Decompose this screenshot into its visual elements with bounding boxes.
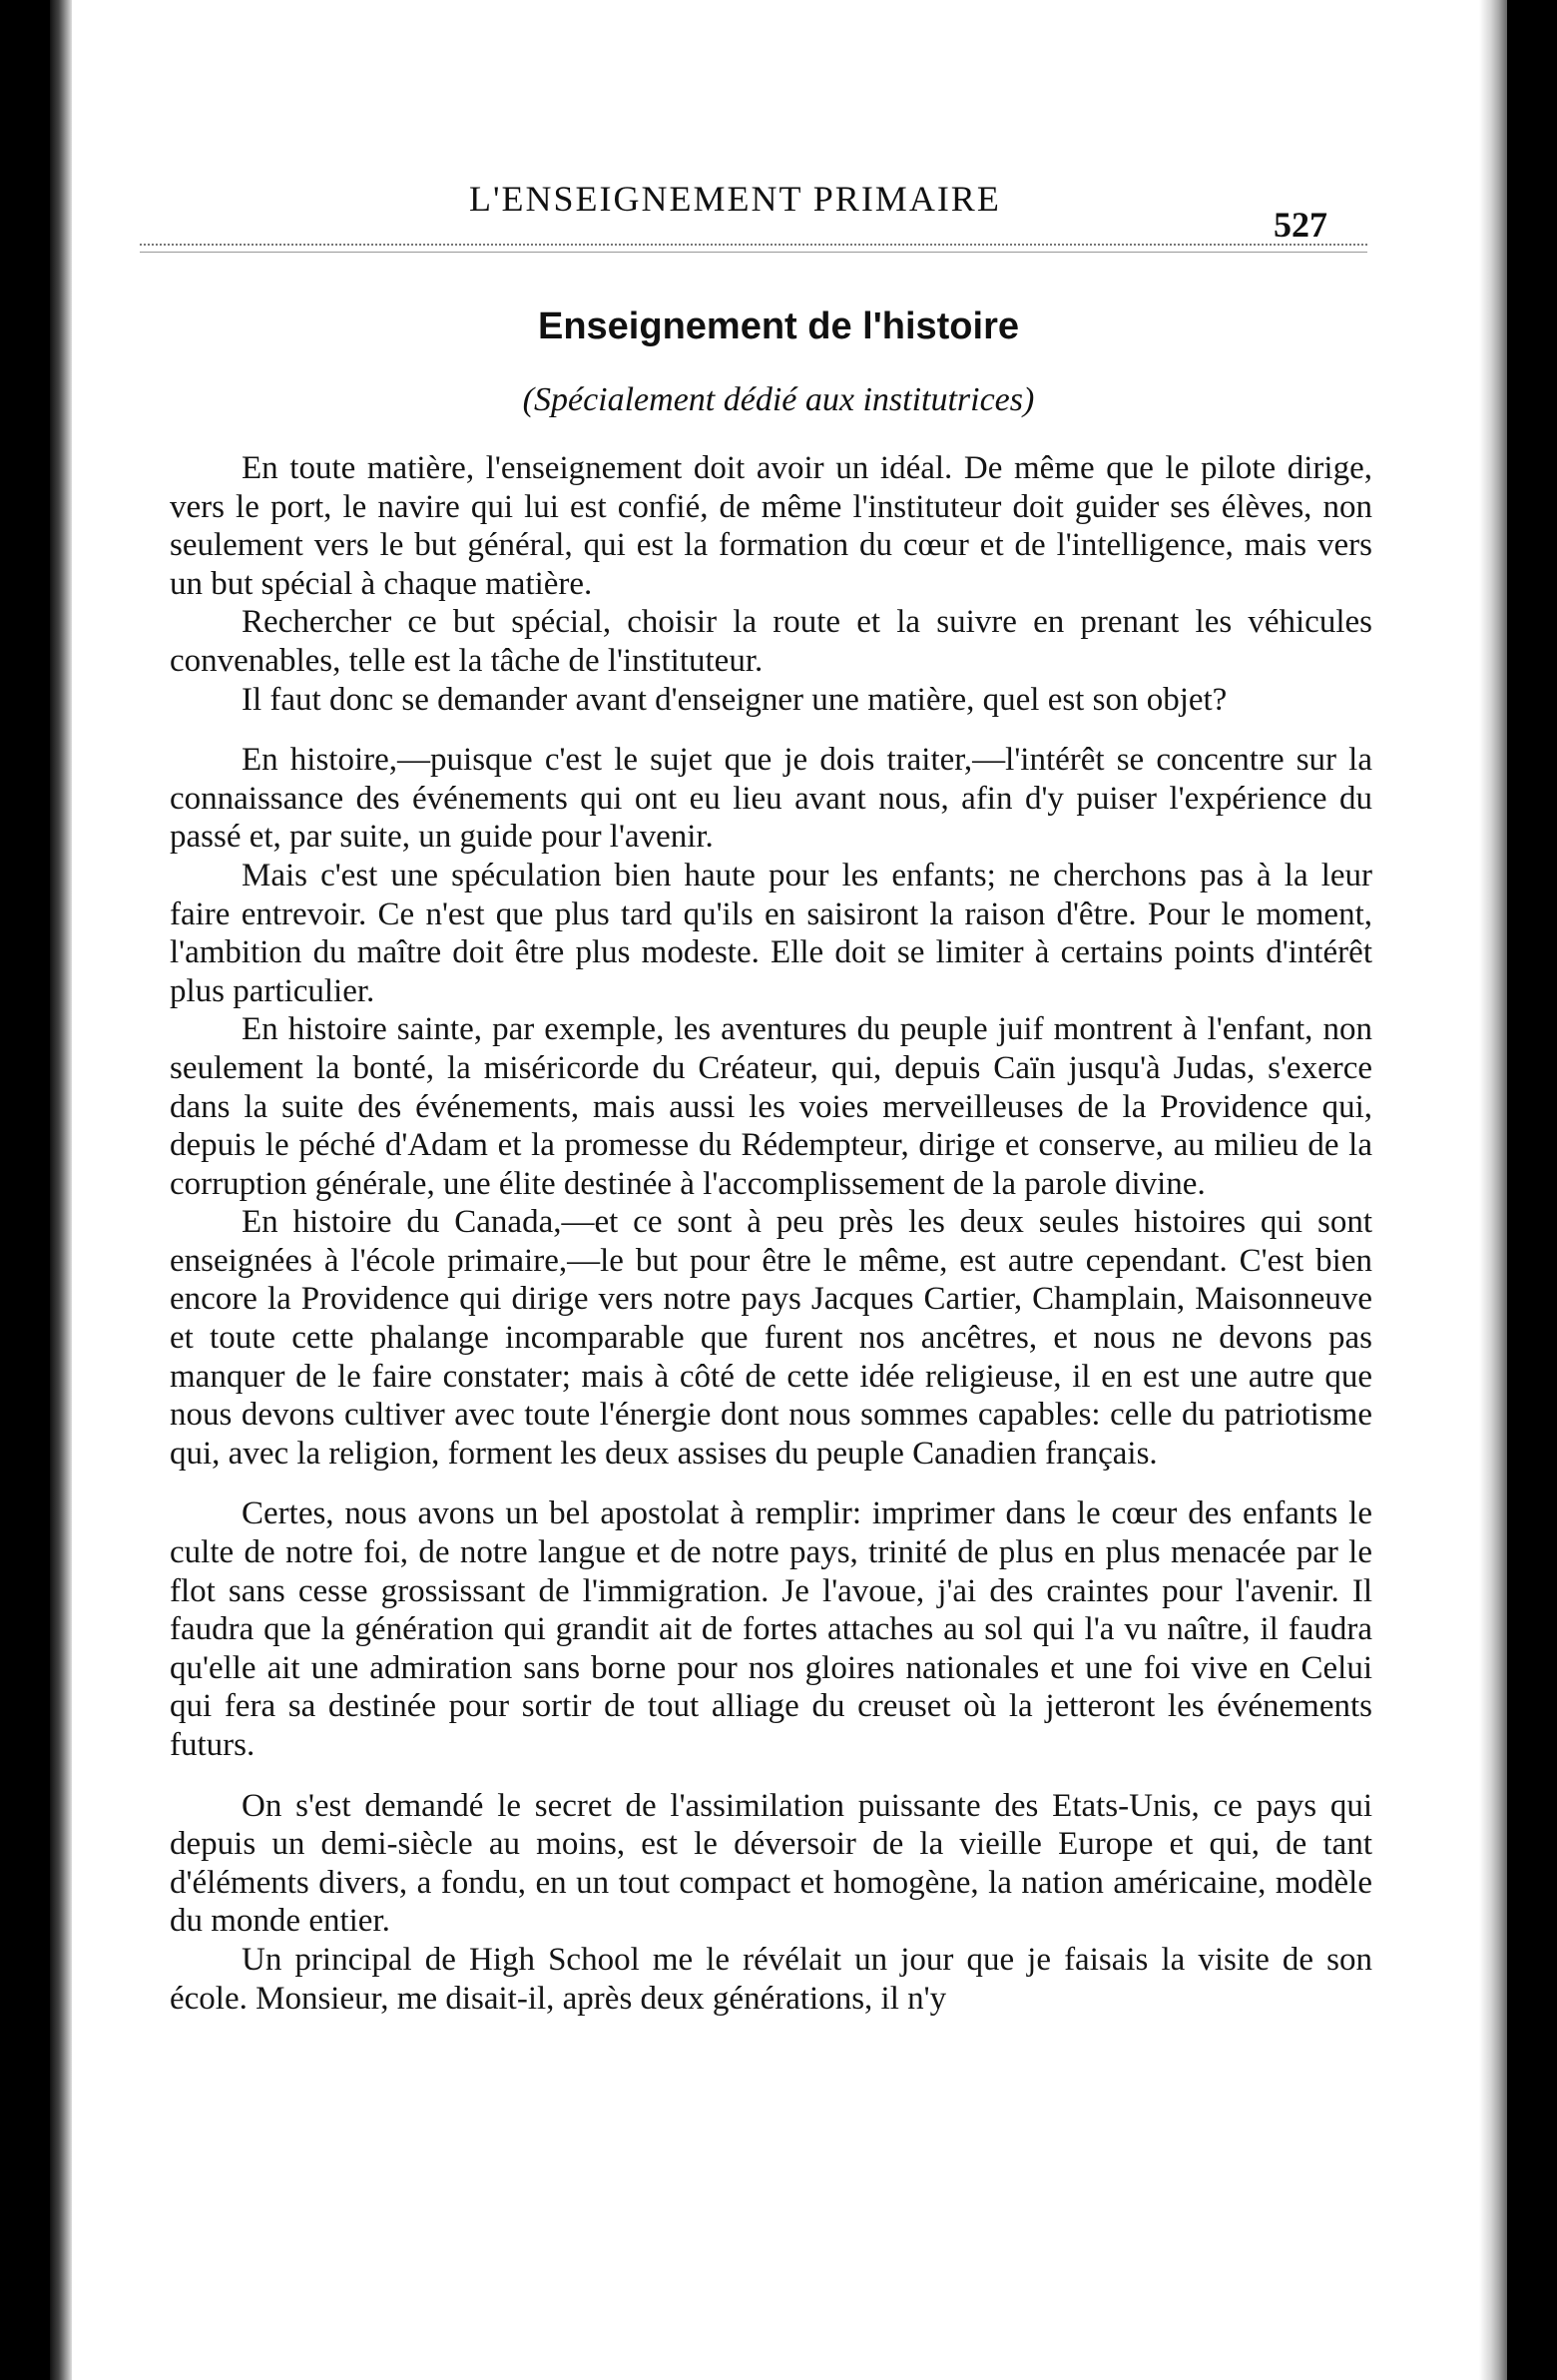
article-title: Enseignement de l'histoire	[537, 305, 1020, 347]
paragraph: Un principal de High School me le révélait un jour que je faisais la visite de son école. Monsieur, me disait-il, après deux générations, il n'y	[170, 1941, 1372, 2017]
article-subtitle: (Spécialement dédié aux institutrices)	[522, 381, 1035, 418]
paragraph: Il faut donc se demander avant d'enseigner une matière, quel est son objet?	[242, 681, 1228, 718]
paragraph: En toute matière, l'enseignement doit avoir un idéal. De même que le pilote dirige, vers le port, le navire qui lui est confié, de même l'instituteur doit guider ses élèves, non seulement vers le but général, qui est la formation du cœur et de l'intelligence, mais vers un but spécial à chaque matière.	[170, 450, 1372, 602]
page-edge-shadow	[1479, 0, 1507, 2380]
paragraph: En histoire du Canada,—et ce sont à peu près les deux seules histoires qui sont enseignées à l'école primaire,—le but pour être le même, est autre cependant. C'est bien encore la Providence qui dirige vers notre pays Jacques Cartier, Champlain, Maisonneuve et toute cette phalange incomparable que furent nos ancêtres, et nous ne devons pas manquer de le faire constater; mais à côté de cette idée religieuse, il en est une autre que nous devons cultiver avec toute l'énergie dont nous sommes capables: celle du patriotisme qui, avec la religion, forment les deux assises du peuple Canadien français.	[170, 1204, 1372, 1472]
book-page	[50, 0, 1507, 2380]
article-body	[170, 449, 1372, 2018]
paragraph: Certes, nous avons un bel apostolat à remplir: imprimer dans le cœur des enfants le culte de notre foi, de notre langue et de notre pays, trinité de plus en plus menacée par le flot sans cesse grossissant de l'immigration. Je l'avoue, j'ai des craintes pour l'avenir. Il faudra que la génération qui grandit ait de fortes attaches au sol qui l'a vu naître, il faudra qu'elle ait une admiration sans borne pour nos gloires nationales et une foi vive en Celui qui fera sa destinée pour sortir de tout alliage du creuset où la jetteront les événements futurs.	[170, 1495, 1372, 1763]
header-rule-solid	[140, 252, 1367, 253]
header-rule-dotted	[140, 244, 1367, 246]
paragraph: Mais c'est une spéculation bien haute pour les enfants; ne cherchons pas à la leur faire entrevoir. Ce n'est que plus tard qu'ils en saisiront la raison d'être. Pour le moment, l'ambition du maître doit être plus modeste. Elle doit se limiter à certains points d'intérêt plus particulier.	[170, 857, 1372, 1009]
running-head: L'ENSEIGNEMENT PRIMAIRE	[469, 179, 1001, 219]
page-number: 527	[1274, 205, 1327, 245]
paragraph: Rechercher ce but spécial, choisir la route et la suivre en prenant les véhicules convenables, telle est la tâche de l'instituteur.	[170, 604, 1372, 679]
paragraph: En histoire,—puisque c'est le sujet que je dois traiter,—l'intérêt se concentre sur la connaissance des événements qui ont eu lieu avant nous, afin d'y puiser l'expérience du passé et, par suite, un guide pour l'avenir.	[170, 742, 1372, 856]
page-gutter-shadow	[50, 0, 72, 2380]
paragraph: En histoire sainte, par exemple, les aventures du peuple juif montrent à l'enfant, non seulement la bonté, la miséricorde du Créateur, qui, depuis Caïn jusqu'à Judas, s'exerce dans la suite des événements, mais aussi les voies merveilleuses de la Providence qui, depuis le péché d'Adam et la promesse du Rédempteur, dirige et conserve, au milieu de la corruption générale, une élite destinée à l'accomplissement de la parole divine.	[170, 1011, 1372, 1202]
paragraph: On s'est demandé le secret de l'assimilation puissante des Etats-Unis, ce pays qui depuis un demi-siècle au moins, est le déversoir de la vieille Europe et qui, de tant d'éléments divers, a fondu, en un tout compact et homogène, la nation américaine, modèle du monde entier.	[170, 1787, 1372, 1940]
